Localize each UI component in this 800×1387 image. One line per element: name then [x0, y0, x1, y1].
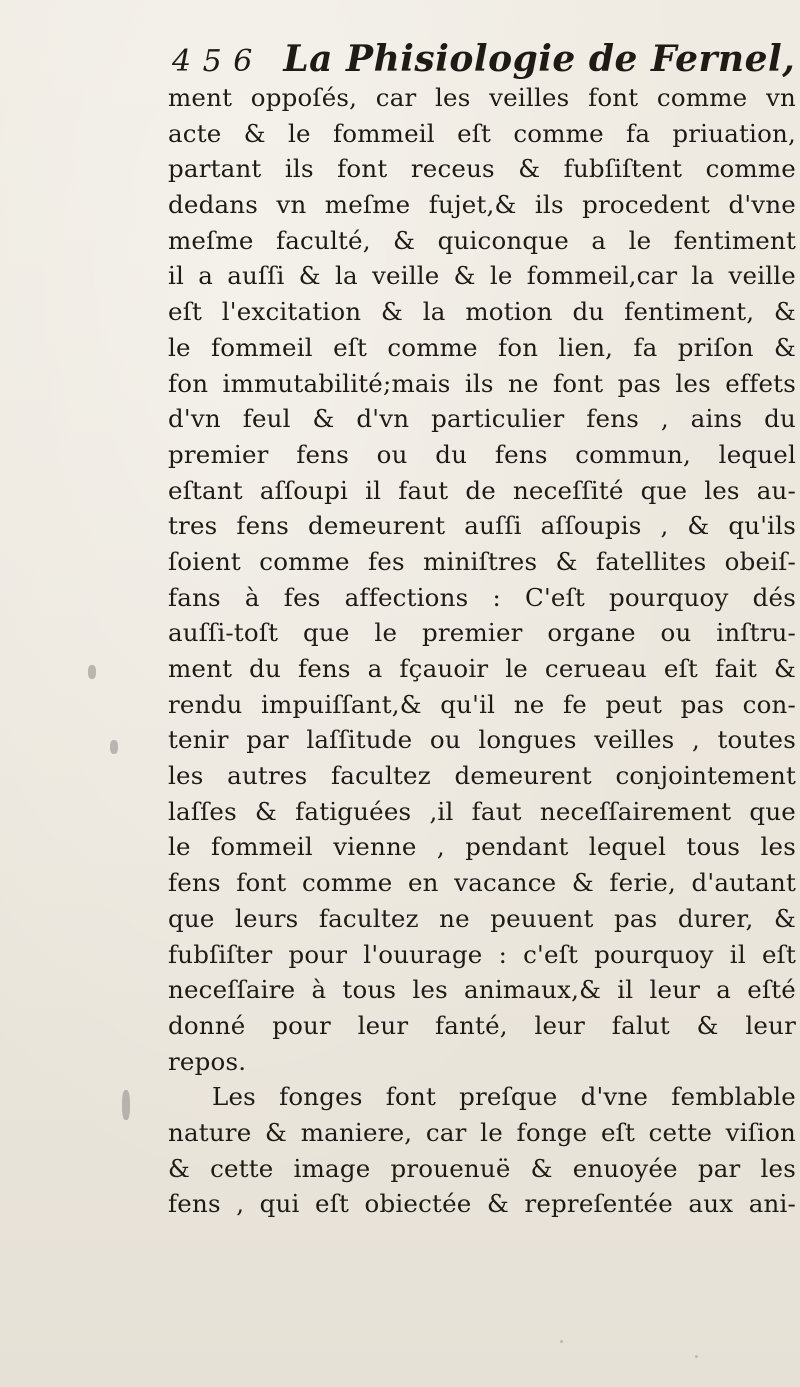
text-line: acte & le fommeil eſt comme fa priuation,	[168, 118, 796, 148]
text-line: le fommeil eſt comme fon lien, fa priſon &	[168, 332, 796, 362]
page-number: 4 5 6	[172, 44, 254, 79]
text-line: ſoient comme fes miniſtres & fatellites obeiſ-	[168, 546, 796, 576]
running-title: La Phisiologie de Fernel,	[283, 38, 796, 80]
paper-speck	[695, 1355, 698, 1358]
text-line: donné pour leur fanté, leur falut & leur	[168, 1010, 796, 1040]
text-line: fon immutabilité;mais ils ne font pas les effets	[168, 368, 796, 398]
paper-speck	[560, 1340, 563, 1343]
text-line: le fommeil vienne , pendant lequel tous les	[168, 832, 796, 862]
body-text	[168, 80, 796, 1222]
text-line: ment du fens a fçauoir le cerueau eſt fait &	[168, 654, 796, 683]
text-line: tres fens demeurent auſſi aſſoupis , & qu'ils	[168, 511, 796, 541]
text-line: rendu impuiſſant,& qu'il ne fe peut pas con-	[168, 689, 796, 719]
text-line: laſſes & fatiguées ,il faut neceſſairement que	[168, 796, 796, 826]
text-line: fens , qui eſt obiectée & repreſentée aux ani-	[168, 1189, 796, 1219]
text-line: neceſſaire à tous les animaux,& il leur a eſté	[168, 975, 796, 1005]
text-line: meſme faculté, & quiconque a le fentiment	[168, 225, 796, 255]
text-line: auſſi-toſt que le premier organe ou inſtru-	[168, 618, 796, 648]
text-line: nature & maniere, car le fonge eſt cette viſion	[168, 1117, 796, 1147]
text-line: tenir par laſſitude ou longues veilles , toutes	[168, 725, 796, 755]
ink-blot	[122, 1090, 130, 1120]
text-line: les autres facultez demeurent conjointement	[168, 761, 796, 791]
text-line: fubſiſter pour l'ouurage : c'eſt pourquoy il eſt	[168, 939, 796, 969]
text-line: que leurs facultez ne peuuent pas durer, &	[168, 903, 796, 933]
text-line: il a auſſi & la veille & le fommeil,car la veille	[168, 261, 796, 291]
text-line: ment oppoſés, car les veilles font comme vn	[168, 83, 796, 112]
ink-blot	[88, 665, 96, 679]
text-line: fans à fes affections : C'eſt pourquoy dés	[168, 582, 796, 612]
text-line: partant ils font receus & fubſiſtent comme	[168, 154, 796, 184]
text-line: eſt l'excitation & la motion du fentiment, &	[168, 297, 796, 327]
paragraph-start: Les fonges font preſque d'vne femblable	[212, 1082, 796, 1112]
text-line: & cette image prouenuë & enuoyée par les	[168, 1153, 796, 1183]
ink-blot	[110, 740, 118, 754]
text-line: d'vn feul & d'vn particulier fens , ains du	[168, 404, 796, 434]
text-line: eſtant aſſoupi il faut de neceſſité que les au-	[168, 475, 796, 505]
text-line: dedans vn meſme fujet,& ils procedent d'vne	[168, 190, 796, 220]
text-line: fens font comme en vacance & ferie, d'autant	[168, 868, 796, 898]
text-line: premier fens ou du fens commun, lequel	[168, 439, 796, 469]
text-line: repos.	[168, 1046, 247, 1076]
